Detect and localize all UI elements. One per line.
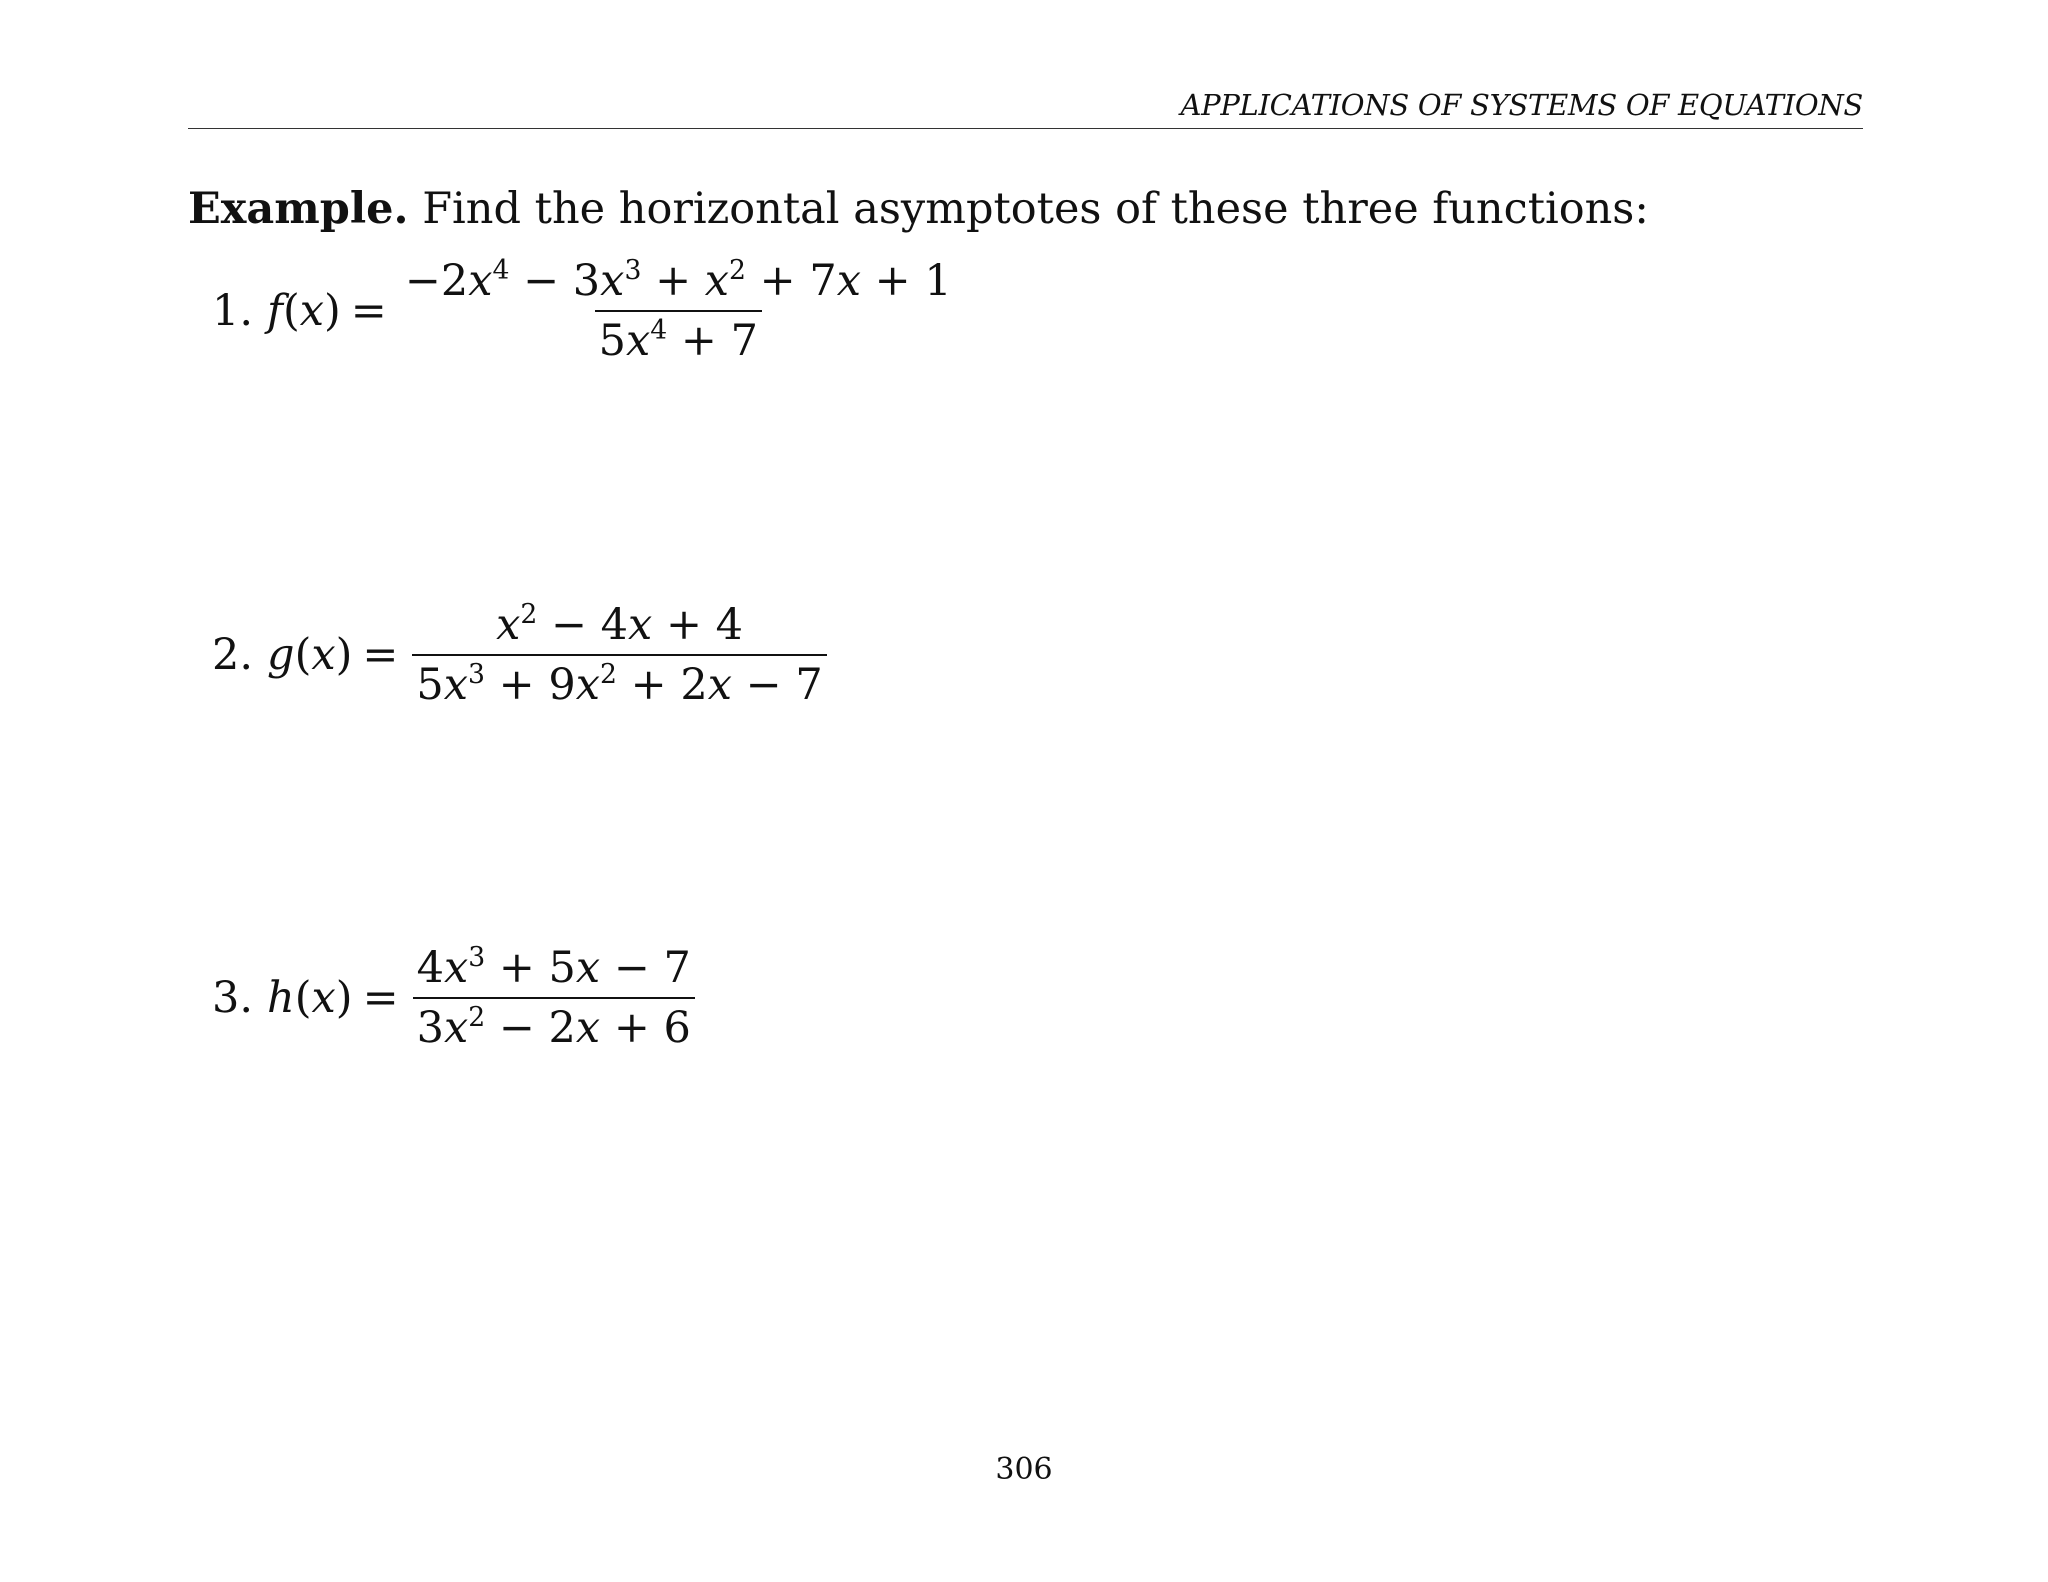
running-header: APPLICATIONS OF SYSTEMS OF EQUATIONS	[1180, 88, 1863, 122]
numerator: $-2x^4 - 3x^3 + x^2 + 7x + 1$	[404, 255, 952, 306]
denominator: $5x^4 + 7$	[595, 310, 762, 366]
example-prompt: Find the horizontal asymptotes of these three functions:	[422, 184, 1649, 234]
numerator: $4x^3 + 5x - 7$	[416, 942, 691, 993]
item-number: 1.	[212, 286, 254, 336]
page-number: 306	[995, 1452, 1053, 1487]
fraction	[401, 256, 956, 366]
function-lhs: g(x)	[267, 630, 353, 680]
function-name: f	[267, 286, 283, 336]
function-item-1	[212, 256, 956, 366]
fraction	[413, 943, 695, 1053]
function-item-2	[212, 600, 827, 710]
function-lhs: h(x)	[267, 973, 353, 1023]
example-intro	[188, 184, 1649, 234]
example-label: Example.	[188, 184, 409, 234]
fraction	[412, 600, 826, 710]
function-name: h	[267, 973, 295, 1023]
equals-sign: =	[362, 973, 399, 1023]
function-lhs: f(x)	[267, 286, 341, 336]
equals-sign: =	[350, 286, 387, 336]
denominator: $5x^3 + 9x^2 + 2x - 7$	[412, 654, 826, 710]
equals-sign: =	[362, 630, 399, 680]
function-name: g	[267, 630, 295, 680]
item-number: 2.	[212, 630, 254, 680]
function-item-3	[212, 943, 695, 1053]
denominator: $3x^2 - 2x + 6$	[413, 997, 695, 1053]
numerator: $x^2 - 4x + 4$	[496, 599, 744, 650]
item-number: 3.	[212, 973, 254, 1023]
header-rule	[188, 128, 1863, 129]
